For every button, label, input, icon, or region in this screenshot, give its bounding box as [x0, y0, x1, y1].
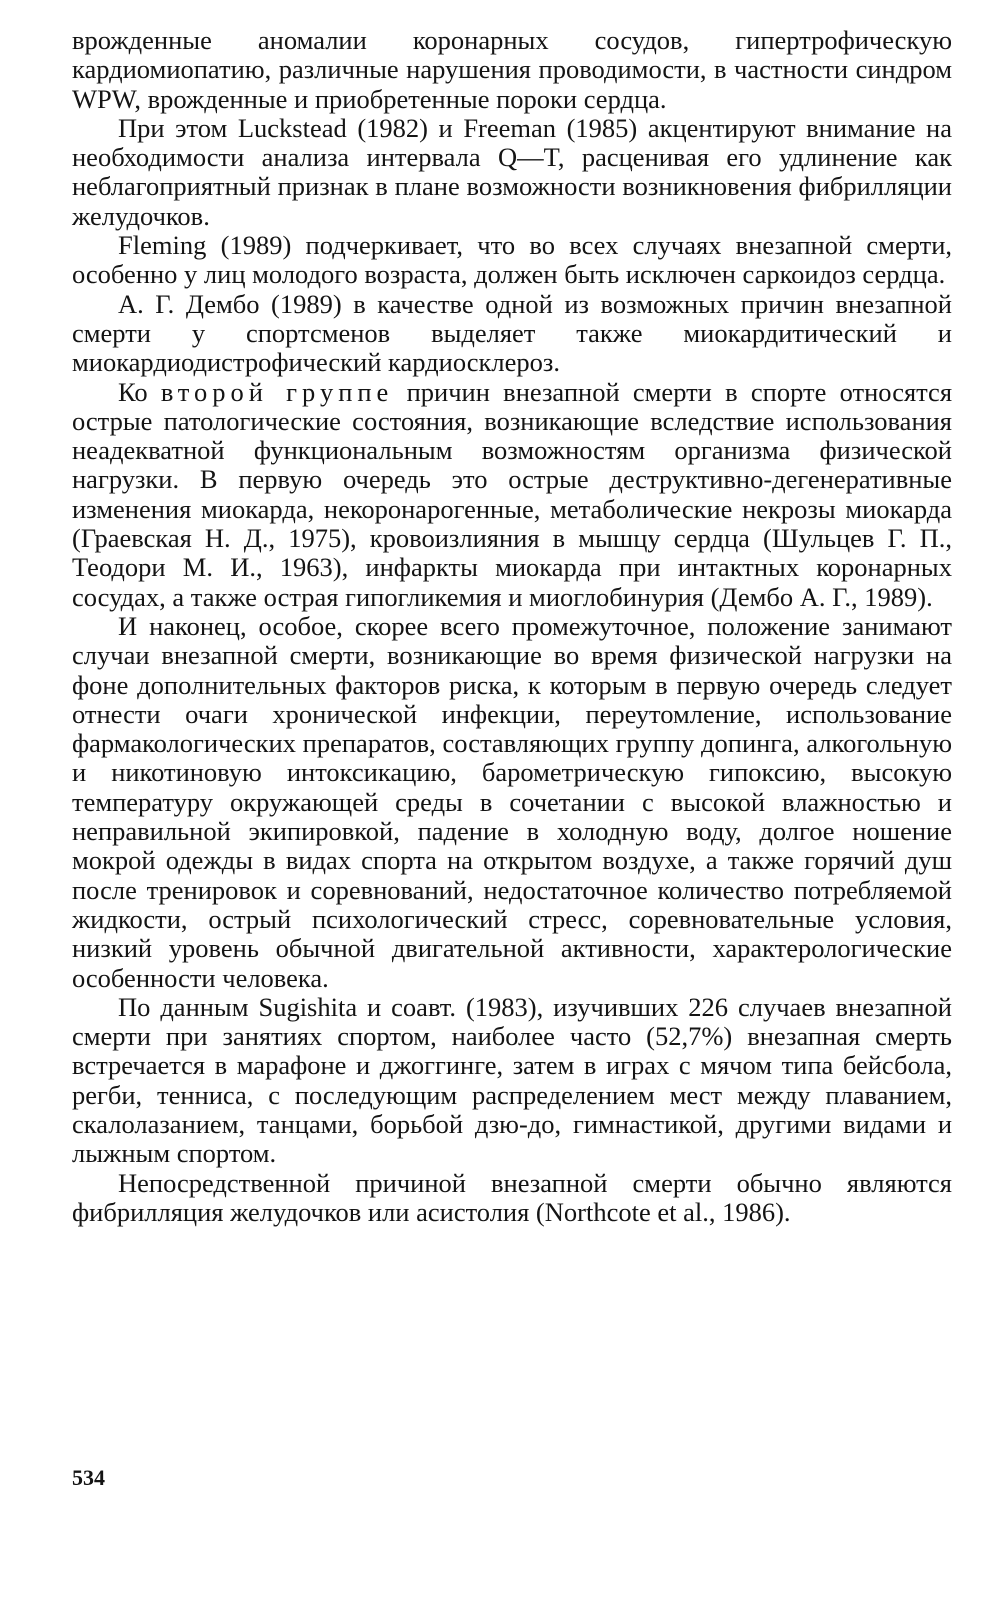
page-number: 534 — [72, 1465, 105, 1490]
paragraph-7: По данным Sugishita и соавт. (1983), изучивших 226 случаев внезапной смерти при занятиях спортом, наиболее часто (52,7%) внезапная смерть встречается в марафоне и джоггинге, затем в играх с мячом типа бейсбола, регби, тенниса, с последующим распределением мест между плаванием, скалолазанием, танцами, борьбой дзю-до, гимнастикой, другими видами и лыжным спортом. — [72, 991, 952, 1169]
paragraph-4: А. Г. Дембо (1989) в качестве одной из возможных причин внезапной смерти у спортсменов выделяет также миокардитический и миокардиодистрофический кардиосклероз. — [72, 288, 952, 378]
paragraph-6: И наконец, особое, скорее всего промежуточное, положение занимают случаи внезапной смерти, возникающие во время физической нагрузки на фоне дополнительных факторов риска, к которым в первую очередь следует отнести очаги хронической инфекции, переутомление, использование фармакологических препаратов, составляющих группу допинга, алкогольную и никотиновую интоксикацию, барометрическую гипоксию, высокую температуру окружающей среды в сочетании с высокой влажностью и неправильной экипировкой, падение в холодную воду, долгое ношение мокрой одежды в видах спорта на открытом воздухе, а также горячий душ после тренировок и соревнований, недостаточное количество потребляемой жидкости, острый психологический стресс, соревновательные условия, низкий уровень обычной двигательной активности, характерологические особенности человека. — [72, 610, 952, 993]
paragraph-8: Непосредственной причиной внезапной смерти обычно являются фибрилляция желудочков или асистолия (Northcote et al., 1986). — [72, 1167, 952, 1227]
page-body — [72, 26, 952, 1227]
paragraph-5 — [72, 378, 952, 612]
paragraph-5-prefix: Ко — [118, 376, 161, 407]
paragraph-5-rest: причин внезапной смерти в спорте относятся острые патологические состояния, возникающие вследствие использования неадекватной функциональным возможностям организма физической нагрузки. В первую очередь это острые деструктивно-дегенеративные изменения миокарда, некоронарогенные, метаболические некрозы миокарда (Граевская Н. Д., 1975), кровоизлияния в мышцу сердца (Шульцев Г. П., Теодори М. И., 1963), инфаркты миокарда при интактных коронарных сосудах, а также острая гипогликемия и миоглобинурия (Дембо А. Г., 1989). — [72, 376, 953, 612]
paragraph-2: При этом Luckstead (1982) и Freeman (1985) акцентируют внимание на необходимости анализа интервала Q—T, расценивая его удлинение как неблагоприятный признак в плане возможности возникновения фибрилляции желудочков. — [72, 112, 952, 231]
paragraph-3: Fleming (1989) подчеркивает, что во всех случаях внезапной смерти, особенно у лиц молодого возраста, должен быть исключен саркоидоз сердца. — [72, 230, 952, 290]
paragraph-1: врожденные аномалии коронарных сосудов, гипертрофическую кардиомиопатию, различные нарушения проводимости, в частности синдром WPW, врожденные и приобретенные пороки сердца. — [72, 25, 952, 114]
paragraph-5-emphasis: второй группе — [160, 376, 394, 407]
